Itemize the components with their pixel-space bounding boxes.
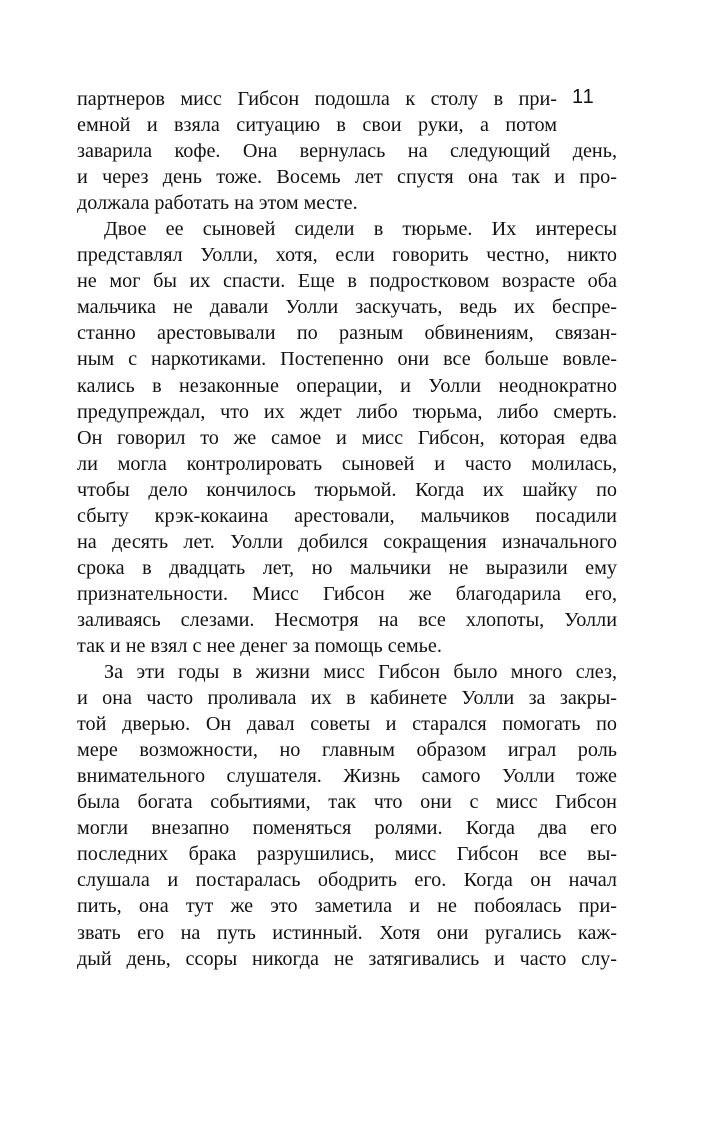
text-line: Он говорил то же самое и мисс Гибсон, которая едва bbox=[77, 426, 617, 449]
text-line: слушала и постаралась ободрить его. Когда он начал bbox=[77, 869, 617, 892]
text-line: емной и взяла ситуацию в свои руки, а потом bbox=[77, 114, 557, 137]
text-line: признательности. Мисс Гибсон же благодарила его, bbox=[77, 582, 617, 605]
text-line: должала работать на этом месте. bbox=[77, 192, 358, 215]
text-line: дый день, ссоры никогда не затягивались и часто слу- bbox=[77, 947, 617, 970]
text-line: ным с наркотиками. Постепенно они все больше вовле- bbox=[77, 348, 617, 371]
text-line: и она часто проливала их в кабинете Уолли за закры- bbox=[77, 687, 617, 710]
text-line: той дверью. Он давал советы и старался помогать по bbox=[77, 713, 617, 736]
page-number: 11 bbox=[572, 86, 595, 108]
text-line: мальчика не давали Уолли заскучать, ведь их беспре- bbox=[77, 296, 617, 319]
text-line: пить, она тут же это заметила и не побоялась при- bbox=[77, 895, 617, 918]
text-line: ли могла контролировать сыновей и часто молилась, bbox=[77, 452, 617, 475]
text-line: кались в незаконные операции, и Уолли неоднократно bbox=[77, 374, 617, 397]
text-line: заливаясь слезами. Несмотря на все хлопоты, Уолли bbox=[77, 608, 617, 631]
text-line: предупреждал, что их ждет либо тюрьма, либо смерть. bbox=[77, 400, 617, 423]
text-line: сбыту крэк-кокаина арестовали, мальчиков посадили bbox=[77, 504, 617, 527]
text-line: мере возможности, но главным образом играл роль bbox=[77, 739, 617, 762]
text-line: партнеров мисс Гибсон подошла к столу в при- bbox=[77, 88, 557, 110]
body-text bbox=[77, 86, 617, 972]
text-line: на десять лет. Уолли добился сокращения изначального bbox=[77, 530, 617, 553]
text-line: заварила кофе. Она вернулась на следующий день, bbox=[77, 140, 617, 163]
text-line: звать его на путь истинный. Хотя они ругались каж- bbox=[77, 921, 617, 944]
text-line: Двое ее сыновей сидели в тюрьме. Их интересы bbox=[104, 218, 617, 241]
text-line: была богата событиями, так что они с мисс Гибсон bbox=[77, 791, 617, 814]
text-line: представлял Уолли, хотя, если говорить честно, никто bbox=[77, 244, 617, 267]
text-line: так и не взял с нее денег за помощь семье. bbox=[77, 634, 442, 657]
text-line: станно арестовывали по разным обвинениям, связан- bbox=[77, 322, 617, 345]
text-line: не мог бы их спасти. Еще в подростковом возрасте оба bbox=[77, 270, 617, 293]
text-line: чтобы дело кончилось тюрьмой. Когда их шайку по bbox=[77, 478, 617, 501]
text-line: срока в двадцать лет, но мальчики не выразили ему bbox=[77, 556, 617, 579]
text-line: и через день тоже. Восемь лет спустя она так и про- bbox=[77, 166, 617, 189]
text-line: За эти годы в жизни мисс Гибсон было много слез, bbox=[104, 661, 617, 684]
text-line: могли внезапно поменяться ролями. Когда два его bbox=[77, 817, 617, 840]
text-line: последних брака разрушились, мисс Гибсон все вы- bbox=[77, 843, 617, 866]
text-line: внимательного слушателя. Жизнь самого Уолли тоже bbox=[77, 765, 617, 788]
